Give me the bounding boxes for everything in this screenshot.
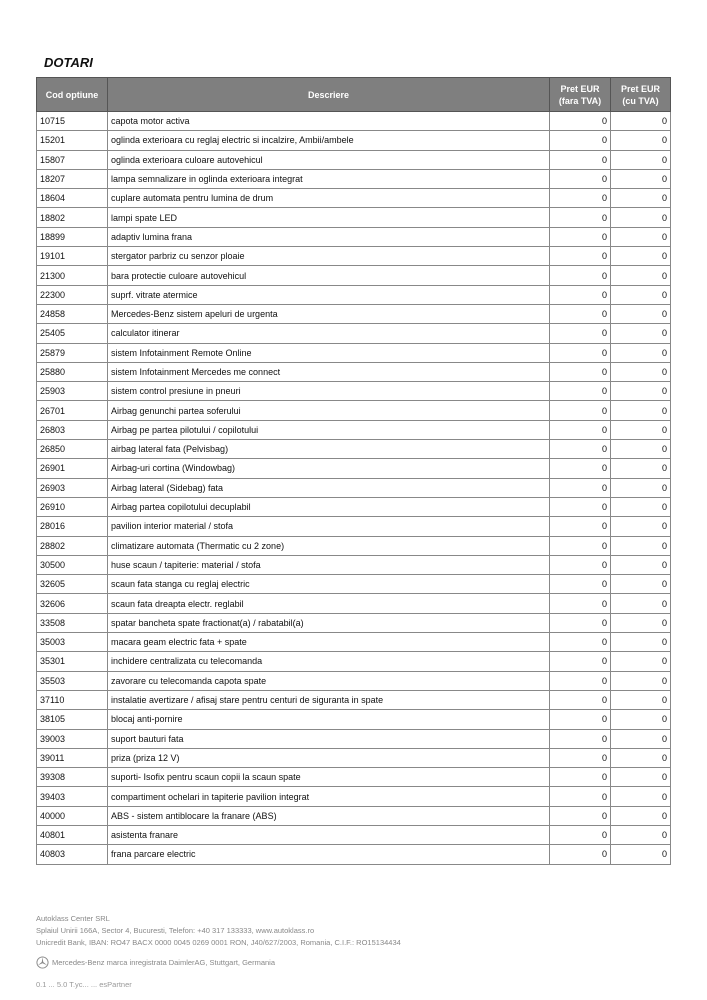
table-row	[37, 806, 671, 825]
cell-description: frana parcare electric	[108, 845, 550, 864]
column-header-price-net	[550, 78, 611, 112]
table-row	[37, 787, 671, 806]
table-row	[37, 362, 671, 381]
cell-description: suprf. vitrate atermice	[108, 285, 550, 304]
price-net-header-line2: (fara TVA)	[558, 95, 602, 106]
table-row	[37, 497, 671, 516]
table-row	[37, 555, 671, 574]
cell-price-net: 0	[550, 478, 611, 497]
cell-price-net: 0	[550, 150, 611, 169]
cell-description: inchidere centralizata cu telecomanda	[108, 652, 550, 671]
cell-price-gross: 0	[611, 845, 671, 864]
cell-code: 38105	[37, 710, 108, 729]
cell-price-net: 0	[550, 594, 611, 613]
cell-price-net: 0	[550, 497, 611, 516]
cell-code: 39308	[37, 768, 108, 787]
cell-price-net: 0	[550, 401, 611, 420]
cell-description: lampa semnalizare in oglinda exterioara integrat	[108, 169, 550, 188]
cell-price-net: 0	[550, 343, 611, 362]
cell-description: lampi spate LED	[108, 208, 550, 227]
cell-price-gross: 0	[611, 729, 671, 748]
cell-code: 40803	[37, 845, 108, 864]
cell-price-net: 0	[550, 710, 611, 729]
cell-price-gross: 0	[611, 555, 671, 574]
table-row	[37, 169, 671, 188]
table-row	[37, 285, 671, 304]
cell-code: 25405	[37, 324, 108, 343]
cell-price-net: 0	[550, 671, 611, 690]
cell-price-net: 0	[550, 787, 611, 806]
table-row	[37, 768, 671, 787]
cell-price-gross: 0	[611, 536, 671, 555]
cell-price-gross: 0	[611, 787, 671, 806]
cell-code: 15807	[37, 150, 108, 169]
cell-price-gross: 0	[611, 806, 671, 825]
table-row	[37, 420, 671, 439]
cell-code: 26701	[37, 401, 108, 420]
cell-code: 40000	[37, 806, 108, 825]
cell-code: 28016	[37, 517, 108, 536]
cell-price-net: 0	[550, 266, 611, 285]
cell-description: scaun fata stanga cu reglaj electric	[108, 575, 550, 594]
cell-code: 39003	[37, 729, 108, 748]
cell-price-gross: 0	[611, 401, 671, 420]
footer-address: Splaiul Unirii 166A, Sector 4, Bucuresti, Telefon: +40 317 133333, www.autoklass.ro	[36, 926, 315, 935]
cell-code: 35503	[37, 671, 108, 690]
cell-code: 39403	[37, 787, 108, 806]
price-gross-header-line1: Pret EUR	[620, 83, 660, 94]
section-title: DOTARI	[44, 55, 93, 70]
cell-price-net: 0	[550, 633, 611, 652]
column-header-price-gross	[611, 78, 671, 112]
cell-code: 26903	[37, 478, 108, 497]
cell-code: 18604	[37, 189, 108, 208]
cell-price-net: 0	[550, 189, 611, 208]
cell-price-net: 0	[550, 806, 611, 825]
cell-description: spatar bancheta spate fractionat(a) / rabatabil(a)	[108, 613, 550, 632]
cell-code: 18802	[37, 208, 108, 227]
cell-description: Airbag lateral (Sidebag) fata	[108, 478, 550, 497]
cell-description: scaun fata dreapta electr. reglabil	[108, 594, 550, 613]
cell-price-net: 0	[550, 247, 611, 266]
price-net-header-line1: Pret EUR	[560, 83, 600, 94]
table-row	[37, 401, 671, 420]
cell-description: sistem control presiune in pneuri	[108, 382, 550, 401]
cell-description: airbag lateral fata (Pelvisbag)	[108, 440, 550, 459]
cell-code: 25903	[37, 382, 108, 401]
cell-price-gross: 0	[611, 478, 671, 497]
table-row	[37, 825, 671, 844]
cell-code: 26850	[37, 440, 108, 459]
table-row	[37, 594, 671, 613]
cell-code: 32606	[37, 594, 108, 613]
cell-price-net: 0	[550, 729, 611, 748]
cell-price-gross: 0	[611, 324, 671, 343]
table-row	[37, 343, 671, 362]
cell-price-gross: 0	[611, 266, 671, 285]
footer-bottom-line: 0.1 ... 5.0 T.yc... ... esPartner	[36, 980, 132, 989]
cell-description: asistenta franare	[108, 825, 550, 844]
table-row	[37, 575, 671, 594]
cell-price-gross: 0	[611, 189, 671, 208]
cell-code: 24858	[37, 304, 108, 323]
cell-price-net: 0	[550, 845, 611, 864]
table-row	[37, 324, 671, 343]
cell-description: ABS - sistem antiblocare la franare (ABS)	[108, 806, 550, 825]
table-row	[37, 227, 671, 246]
cell-description: stergator parbriz cu senzor ploaie	[108, 247, 550, 266]
table-row	[37, 208, 671, 227]
cell-price-net: 0	[550, 420, 611, 439]
cell-description: priza (priza 12 V)	[108, 748, 550, 767]
cell-description: macara geam electric fata + spate	[108, 633, 550, 652]
table-row	[37, 671, 671, 690]
cell-description: suporti- Isofix pentru scaun copii la scaun spate	[108, 768, 550, 787]
cell-code: 21300	[37, 266, 108, 285]
cell-code: 35301	[37, 652, 108, 671]
cell-price-gross: 0	[611, 768, 671, 787]
column-header-code: Cod optiune	[37, 78, 108, 112]
table-row	[37, 652, 671, 671]
cell-price-gross: 0	[611, 613, 671, 632]
cell-description: oglinda exterioara cu reglaj electric si incalzire, Ambii/ambele	[108, 131, 550, 150]
cell-price-gross: 0	[611, 131, 671, 150]
cell-price-net: 0	[550, 382, 611, 401]
cell-code: 35003	[37, 633, 108, 652]
table-row	[37, 633, 671, 652]
cell-price-gross: 0	[611, 633, 671, 652]
table-row	[37, 845, 671, 864]
table-row	[37, 304, 671, 323]
cell-description: calculator itinerar	[108, 324, 550, 343]
cell-code: 28802	[37, 536, 108, 555]
cell-price-net: 0	[550, 613, 611, 632]
cell-code: 39011	[37, 748, 108, 767]
cell-description: Airbag partea copilotului decuplabil	[108, 497, 550, 516]
cell-price-gross: 0	[611, 150, 671, 169]
cell-price-gross: 0	[611, 690, 671, 709]
cell-price-net: 0	[550, 690, 611, 709]
cell-price-gross: 0	[611, 825, 671, 844]
cell-price-gross: 0	[611, 440, 671, 459]
table-row	[37, 247, 671, 266]
cell-code: 25880	[37, 362, 108, 381]
cell-description: blocaj anti-pornire	[108, 710, 550, 729]
cell-price-net: 0	[550, 304, 611, 323]
cell-price-gross: 0	[611, 362, 671, 381]
cell-description: cuplare automata pentru lumina de drum	[108, 189, 550, 208]
cell-code: 40801	[37, 825, 108, 844]
cell-code: 37110	[37, 690, 108, 709]
cell-price-net: 0	[550, 227, 611, 246]
table-row	[37, 613, 671, 632]
cell-description: bara protectie culoare autovehicul	[108, 266, 550, 285]
cell-description: climatizare automata (Thermatic cu 2 zone)	[108, 536, 550, 555]
cell-description: capota motor activa	[108, 112, 550, 131]
cell-price-net: 0	[550, 285, 611, 304]
cell-price-net: 0	[550, 825, 611, 844]
cell-description: instalatie avertizare / afisaj stare pentru centuri de siguranta in spate	[108, 690, 550, 709]
cell-price-gross: 0	[611, 169, 671, 188]
cell-price-net: 0	[550, 131, 611, 150]
cell-code: 30500	[37, 555, 108, 574]
table-row	[37, 690, 671, 709]
table-header-row	[37, 78, 671, 112]
cell-price-gross: 0	[611, 710, 671, 729]
cell-price-gross: 0	[611, 304, 671, 323]
cell-price-net: 0	[550, 536, 611, 555]
table-row	[37, 536, 671, 555]
table-row	[37, 478, 671, 497]
cell-price-gross: 0	[611, 748, 671, 767]
table-row	[37, 131, 671, 150]
footer	[36, 913, 401, 949]
cell-price-gross: 0	[611, 285, 671, 304]
table-row	[37, 112, 671, 131]
cell-description: oglinda exterioara culoare autovehicul	[108, 150, 550, 169]
footer-bank: Unicredit Bank, IBAN: RO47 BACX 0000 0045 0269 0001 RON, J40/627/2003, Romania, C.I.F.: RO15134434	[36, 938, 401, 947]
price-gross-header-line2: (cu TVA)	[622, 95, 659, 106]
cell-code: 33508	[37, 613, 108, 632]
cell-price-net: 0	[550, 208, 611, 227]
table-row	[37, 382, 671, 401]
cell-price-net: 0	[550, 555, 611, 574]
cell-price-gross: 0	[611, 594, 671, 613]
cell-price-gross: 0	[611, 459, 671, 478]
cell-price-gross: 0	[611, 112, 671, 131]
cell-description: suport bauturi fata	[108, 729, 550, 748]
footer-company: Autoklass Center SRL	[36, 914, 110, 923]
cell-price-gross: 0	[611, 227, 671, 246]
cell-price-net: 0	[550, 362, 611, 381]
cell-code: 22300	[37, 285, 108, 304]
footer-brand-line	[36, 956, 275, 969]
cell-description: Mercedes-Benz sistem apeluri de urgenta	[108, 304, 550, 323]
table-row	[37, 459, 671, 478]
table-row	[37, 729, 671, 748]
cell-price-net: 0	[550, 440, 611, 459]
cell-code: 18207	[37, 169, 108, 188]
cell-price-gross: 0	[611, 497, 671, 516]
table-row	[37, 748, 671, 767]
mercedes-star-icon	[36, 956, 49, 969]
cell-price-net: 0	[550, 459, 611, 478]
cell-price-net: 0	[550, 575, 611, 594]
cell-code: 19101	[37, 247, 108, 266]
cell-price-gross: 0	[611, 382, 671, 401]
cell-description: pavilion interior material / stofa	[108, 517, 550, 536]
cell-description: sistem Infotainment Remote Online	[108, 343, 550, 362]
cell-price-gross: 0	[611, 420, 671, 439]
options-table	[36, 77, 671, 865]
cell-description: Airbag-uri cortina (Windowbag)	[108, 459, 550, 478]
cell-price-gross: 0	[611, 247, 671, 266]
cell-price-gross: 0	[611, 652, 671, 671]
cell-price-net: 0	[550, 169, 611, 188]
cell-description: Airbag genunchi partea soferului	[108, 401, 550, 420]
cell-description: huse scaun / tapiterie: material / stofa	[108, 555, 550, 574]
cell-description: adaptiv lumina frana	[108, 227, 550, 246]
cell-price-net: 0	[550, 768, 611, 787]
table-row	[37, 150, 671, 169]
cell-code: 32605	[37, 575, 108, 594]
cell-price-gross: 0	[611, 208, 671, 227]
cell-price-net: 0	[550, 517, 611, 536]
cell-description: Airbag pe partea pilotului / copilotului	[108, 420, 550, 439]
cell-price-net: 0	[550, 112, 611, 131]
cell-description: sistem Infotainment Mercedes me connect	[108, 362, 550, 381]
cell-code: 26901	[37, 459, 108, 478]
cell-price-gross: 0	[611, 517, 671, 536]
table-row	[37, 266, 671, 285]
column-header-description: Descriere	[108, 78, 550, 112]
cell-price-gross: 0	[611, 671, 671, 690]
cell-code: 15201	[37, 131, 108, 150]
cell-price-net: 0	[550, 748, 611, 767]
options-table-body	[37, 112, 671, 865]
table-row	[37, 189, 671, 208]
cell-code: 26803	[37, 420, 108, 439]
cell-description: zavorare cu telecomanda capota spate	[108, 671, 550, 690]
cell-code: 25879	[37, 343, 108, 362]
table-row	[37, 710, 671, 729]
cell-price-net: 0	[550, 652, 611, 671]
table-row	[37, 517, 671, 536]
cell-price-gross: 0	[611, 575, 671, 594]
table-row	[37, 440, 671, 459]
footer-brand-text: Mercedes-Benz marca inregistrata DaimlerAG, Stuttgart, Germania	[52, 958, 275, 967]
cell-code: 18899	[37, 227, 108, 246]
cell-code: 10715	[37, 112, 108, 131]
cell-description: compartiment ochelari in tapiterie pavilion integrat	[108, 787, 550, 806]
cell-price-gross: 0	[611, 343, 671, 362]
cell-price-net: 0	[550, 324, 611, 343]
cell-code: 26910	[37, 497, 108, 516]
